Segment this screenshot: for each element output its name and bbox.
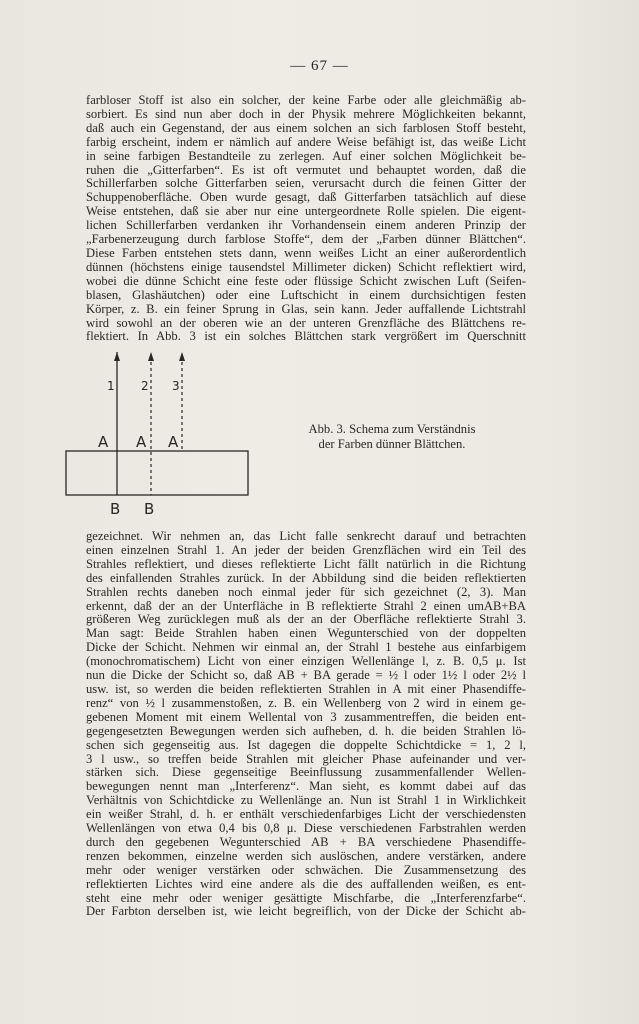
text-line: „Farbenerzeugung durch farblose Stoffe“, dem der „Farben dünner Blättchen“. <box>86 232 526 247</box>
paragraph-1 <box>86 94 526 344</box>
text-line: Schillerfarben solche Gitterfarben seien, verursacht durch die feinen Gitter der <box>86 176 526 191</box>
text-line: dünnen (höchstens einige tausendstel Millimeter dicken) Schicht reflektiert wird, <box>86 259 526 274</box>
text-line: Verhältnis von Schichtdicke zu Wellenlänge an. Nun ist Strahl 1 in Wirklichkeit <box>86 793 526 808</box>
text-line: sorbiert. Es sind nun aber doch in der Physik mehrere Möglichkeiten bekannt, <box>86 106 526 121</box>
text-line: einen einzelnen Strahl 1. An jeder der beiden Grenzflächen wird ein Teil des <box>86 542 526 557</box>
label-a-3: A <box>168 433 179 451</box>
text-line: usw. ist, so werden die beiden reflektierten Strahlen in A mit einer Phasendiffe- <box>86 681 526 696</box>
text-line: Wellenlängen von etwa 0,4 bis 0,8 μ. Diese verschiedenen Farbstrahlen werden <box>86 821 526 836</box>
text-line: blasen, Glashäutchen) oder eine Luftschicht in einem durchsichtigen festen <box>86 287 526 302</box>
thin-film-slab <box>66 451 248 495</box>
ray-label-2: 2 <box>141 379 149 393</box>
text-line: lichen Schillerfarben verdanken ihr Vorhandensein einem anderen Prinzip der <box>86 218 526 233</box>
text-line: flektiert. In Abb. 3 ist ein solches Blättchen stark vergrößert im Querschnitt <box>86 329 526 344</box>
text-line: farbig erscheint, indem er nämlich auf andere Weise befähigt ist, das weiße Licht <box>86 134 526 149</box>
text-line: gegengesetzten Bewegungen werden sich aufheben, d. h. die beiden Strahlen lö- <box>86 723 526 738</box>
text-line: steht eine mehr oder weniger gesättigte Mischfarbe, die „Interferenzfarbe“. <box>86 890 526 905</box>
ray-3-arrowhead <box>179 352 185 361</box>
text-line: durch den gegebenen Wegunterschied AB + BA verschiedene Phasendiffe- <box>86 834 526 849</box>
thin-film-diagram <box>60 352 260 522</box>
text-line: erkennt, daß der an der Unterfläche in B reflektierte Strahl 2 einen umAB+BA <box>86 598 526 613</box>
text-line: des einfallenden Strahles zurück. In der Abbildung sind die beiden reflektierten <box>86 570 526 585</box>
text-line: wobei die dünne Schicht eine feste oder flüssige Schicht zwischen Luft (Seifen- <box>86 273 526 288</box>
caption-line-2: der Farben dünner Blättchen. <box>318 437 466 451</box>
text-line: schen sich gegenseitig aus. Ist dagegen die doppelte Schichtdicke = 1, 2 l, <box>86 737 526 752</box>
text-line: farbloser Stoff ist also ein solcher, der keine Farbe oder alle gleichmäßig ab- <box>86 93 526 107</box>
ray-1-arrowhead <box>114 352 120 361</box>
text-line: 3 l usw., so treffen beide Strahlen mit gleicher Phase aufeinander und ver- <box>86 751 526 766</box>
label-a-2: A <box>136 433 147 451</box>
page-number: — 67 — <box>290 58 349 74</box>
text-line: stärken sich. Diese gegenseitige Beeinflussung zusammenfallender Wellen- <box>86 765 526 780</box>
ray-label-3: 3 <box>172 379 180 393</box>
text-line: bewegungen nennt man „Interferenz“. Man sieht, es kommt dabei auf das <box>86 779 526 794</box>
text-line: ein weißer Strahl, d. h. er enthält verschiedenfarbiges Licht der verschiedensten <box>86 807 526 822</box>
ray-2-arrowhead <box>148 352 154 361</box>
text-line: Diese Farben entstehen stets dann, wenn weißes Licht an einer außerordentlich <box>86 245 526 260</box>
text-line: Strahlen rechts daneben noch einmal jeder für sich gezeichnet (2, 3). Man <box>86 584 526 599</box>
text-line: größeren Weg zurücklegen muß als der an der Oberfläche reflektierte Strahl 3. <box>86 612 526 627</box>
label-b-2: B <box>144 500 155 518</box>
text-line: Strahles reflektiert, und dieses reflektierte Licht fällt natürlich in die Richtung <box>86 556 526 571</box>
text-line: Schuppenoberfläche. Oben wurde gesagt, daß Gitterfarben tatsächlich auf diese <box>86 190 526 205</box>
text-line: Körper, z. B. ein feiner Sprung in Glas, sein kann. Jeder auffallende Lichtstrahl <box>86 301 526 316</box>
text-line: renz“ von ½ l zusammenstoßen, z. B. ein Wellenberg von 2 wird in einem ge- <box>86 695 526 710</box>
text-line: (monochromatischem) Licht von einer einzigen Wellenlänge l, z. B. 0,5 μ. Ist <box>86 654 526 669</box>
label-a-1: A <box>98 433 109 451</box>
text-line: renzen bekommen, einzelne werden sich auslöschen, andere verstärken, andere <box>86 848 526 863</box>
text-line: daß auch ein Gegenstand, der aus einem solchen an sich farblosen Stoff besteht, <box>86 120 526 135</box>
text-line: ruhen die „Gitterfarben“. Es ist oft vermutet und behauptet worden, daß die <box>86 162 526 177</box>
text-line: Weise entstehen, daß sie aber nur eine untergeordnete Rolle spielen. Die eigent- <box>86 204 526 219</box>
text-line: Man sagt: Beide Strahlen haben einen Wegunterschied von der doppelten <box>86 626 526 641</box>
label-b-1: B <box>110 500 121 518</box>
text-line: gebenen Moment mit einem Wellental von 3 zusammentreffen, die beiden ent- <box>86 709 526 724</box>
text-line: in seine farbigen Bestandteile zu zerlegen. Auf einer solchen Möglichkeit be- <box>86 148 526 163</box>
ray-label-1: 1 <box>107 379 115 393</box>
text-line: nun die Dicke der Schicht so, daß AB + BA gerade = ½ l oder 1½ l oder 2½ l <box>86 668 526 683</box>
text-line: reflektierten Lichtes wird eine andere als die des auffallenden weißen, es ent- <box>86 876 526 891</box>
caption-line-1: Abb. 3. Schema zum Verständnis <box>308 422 476 436</box>
text-line: mehr oder weniger verstärken oder schwächen. Die Zusammensetzung des <box>86 862 526 877</box>
figure-caption <box>272 422 512 452</box>
paragraph-2 <box>86 530 526 919</box>
text-line: wird sowohl an der oberen wie an der unteren Grenzfläche des Blättchens re- <box>86 315 526 330</box>
text-line: gezeichnet. Wir nehmen an, das Licht falle senkrecht darauf und betrachten <box>86 529 526 543</box>
text-line: Dicke der Schicht. Nehmen wir einmal an, der Strahl 1 bestehe aus einfarbigem <box>86 640 526 655</box>
text-line: Der Farbton derselben ist, wie leicht begreiflich, von der Dicke der Schicht ab- <box>86 904 526 919</box>
